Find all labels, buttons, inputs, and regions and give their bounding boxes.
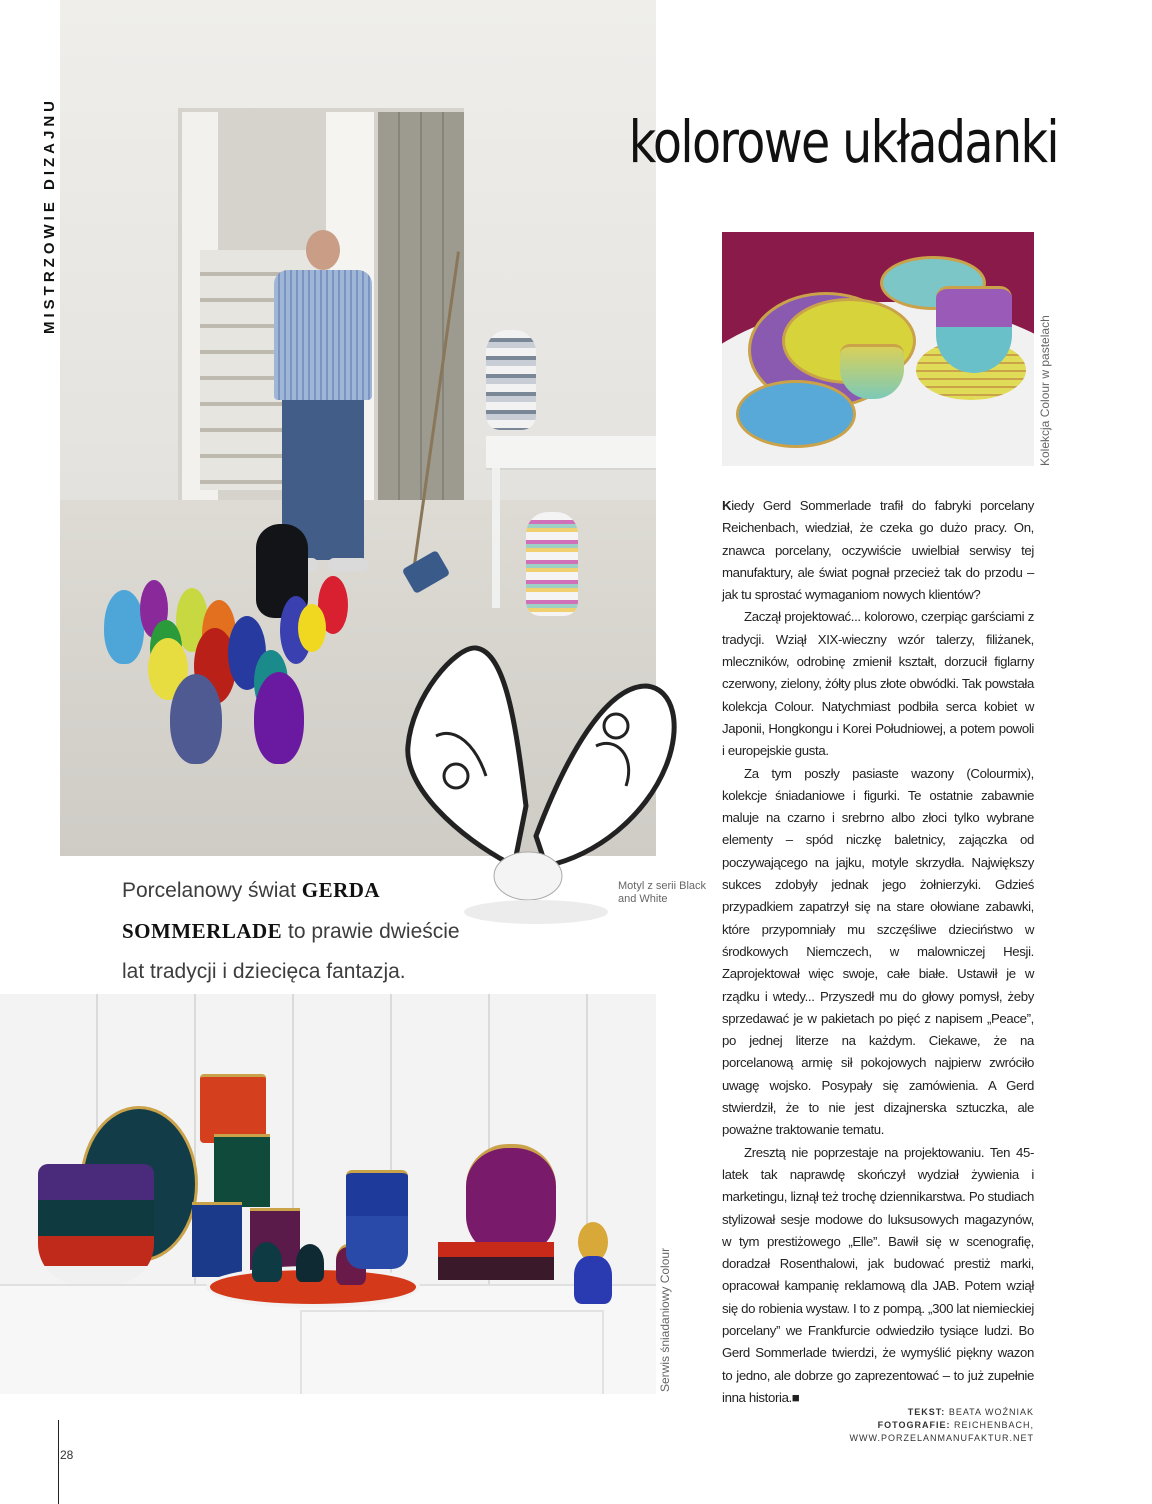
cup-navy-stack: [346, 1170, 408, 1269]
end-mark: ■: [791, 1389, 800, 1405]
teapot-plum: [466, 1144, 556, 1256]
pastel-striped-vase: [526, 512, 578, 616]
breakfast-set-caption: Serwis śniadaniowy Colour: [658, 1247, 672, 1392]
page-number: 28: [60, 1448, 74, 1462]
article-paragraph-2: Zaczął projektować... kolorowo, czerpiąc garściami z tradycji. Wziął XIX-wieczny wzór talerzy, filiżanek, mleczników, odrobinę zmienił kształt, dorzucił figlarny czerwony, zielony, żółty plus złote obwódki. Tak powstała kolekcja Colour. Natychmiast podbiła serca kobiet w Japonii, Hongkongu i Korei Południowej, a potem powoli i europejskie gusta.: [722, 609, 1034, 759]
gourd-vase-yellow-2: [298, 604, 326, 652]
section-label-text: MISTRZOWIE DIZAJNU: [40, 96, 58, 334]
mug-navy: [192, 1202, 242, 1277]
plate-light-blue: [736, 380, 856, 448]
article-paragraph-3: Za tym poszły pasiaste wazony (Colourmix), kolekcje śniadaniowe i figurki. Te ostatnie zabawnie maluje na czarno i srebrno albo złoci tylko wybrane elementy – spód niczkę baletnicy, zajączka od poczywającego na jajku, motyle skrzydła. Największy sukces zdobyły jednak jego żołnierzyki. Gdzieś przypadkiem zapatrzył się na stare ołowiane zabawki, które przypomniały mu szczęśliwe dzieciństwo w środkowych Niemczech, w malowniczej Hesji. Zaprojektował więc swoje, całe białe. Ustawił je w rządku i wtedy... Przyszedł mu do głowy pomysł, żeby sprzedawać je w pakietach po pięć z napisem „Peace”, po jednej literze na każdym. Ciekawe, że na porcelanową armię sił pokojowych najpierw zwróciło uwagę wojsko. Posypały się zamówienia. A Gerd stwierdził, że to nie jest dizajnerska sztuczka, ale poważne traktowanie tematu.: [722, 765, 1034, 1138]
lead-text-start: Porcelanowy świat: [122, 879, 302, 902]
colour-collection-photo: [722, 232, 1034, 466]
credits-text-line: [790, 1406, 1034, 1419]
article-body: [722, 495, 1034, 1409]
bowl-stack-large: [936, 286, 1012, 373]
gourd-vase-slate: [170, 674, 222, 764]
lead-text-end: to prawie dwieście lat tradycji i dziecięca fantazja.: [122, 920, 460, 983]
book-stack: [438, 1242, 554, 1280]
credits-text-label: TEKST:: [907, 1407, 946, 1417]
cup-stack-left: [38, 1164, 154, 1284]
console-table: [486, 436, 656, 470]
credits: [790, 1406, 1034, 1445]
paragraph-4-text: Zresztą nie poprzestaje na projektowaniu. Ten 45-latek tak naprawdę skończył wydział żywienia i marketingu, liznął też trochę dziennikarstwa. Po studiach stylizował sesje modowe do luksusowych magazynów, w tym prestiżowego „Elle”. Bawił się w scenografię, doradzał Rosenthalowi, jak budować prestiż marki, opracował kampanię reklamową dla JAB. Potem wziął się do robienia wystaw. I to z pompą. „300 lat niemieckiej porcelany” we Frankfurcie odwiedziło tysiące ludzi. Bo Gerd Sommerlade twierdzi, że wymyślić piękny wazon to jedno, ale dobrze go zaprezentować – to już zupełnie inna historia.: [722, 1144, 1034, 1405]
gourd-vase-violet: [254, 672, 304, 764]
striped-vase: [486, 330, 536, 430]
page-rule: [58, 1420, 59, 1504]
drop-cap: K: [722, 498, 732, 513]
credits-photo-author: REICHENBACH,: [953, 1420, 1034, 1430]
section-label: [36, 60, 62, 370]
breakfast-set-photo: [0, 994, 656, 1394]
page-title: kolorowe układanki: [628, 108, 1058, 176]
credits-photo-line: [790, 1419, 1034, 1432]
paragraph-1-text: iedy Gerd Sommerlade trafił do fabryki porcelany Reichenbach, wiedział, że czeka go dużo pracy. On, znawca porcelany, oczywiście uwielbiał serwisy tej manufaktury, ale świat pognał przecież tak do przodu – jak tu sprostać wymaganiom nowych klientów?: [722, 498, 1034, 603]
mug-dark-green: [214, 1134, 270, 1207]
article-paragraph-4: [722, 1142, 1034, 1410]
lead-paragraph: [122, 870, 482, 992]
mug-orange: [200, 1074, 266, 1143]
egg-cup-blue: [574, 1256, 612, 1304]
gourd-vase-turquoise: [104, 590, 144, 664]
egg-cup-teal: [252, 1242, 282, 1282]
colour-collection-caption: Kolekcja Colour w pastelach: [1038, 315, 1052, 466]
bowl-stack-small: [840, 344, 904, 399]
butterfly-caption: Motyl z serii Black and White: [618, 880, 707, 905]
credits-photo-label: FOTOGRAFIE:: [877, 1420, 951, 1430]
article-paragraph-1: [722, 495, 1034, 606]
lead-designer-name: GERDA SOMMERLADE: [122, 878, 379, 943]
credits-text-author: BEATA WOŹNIAK: [948, 1407, 1034, 1417]
credits-url: WWW.PORZELANMANUFAKTUR.NET: [849, 1433, 1034, 1443]
egg-cup-dark: [296, 1244, 324, 1282]
